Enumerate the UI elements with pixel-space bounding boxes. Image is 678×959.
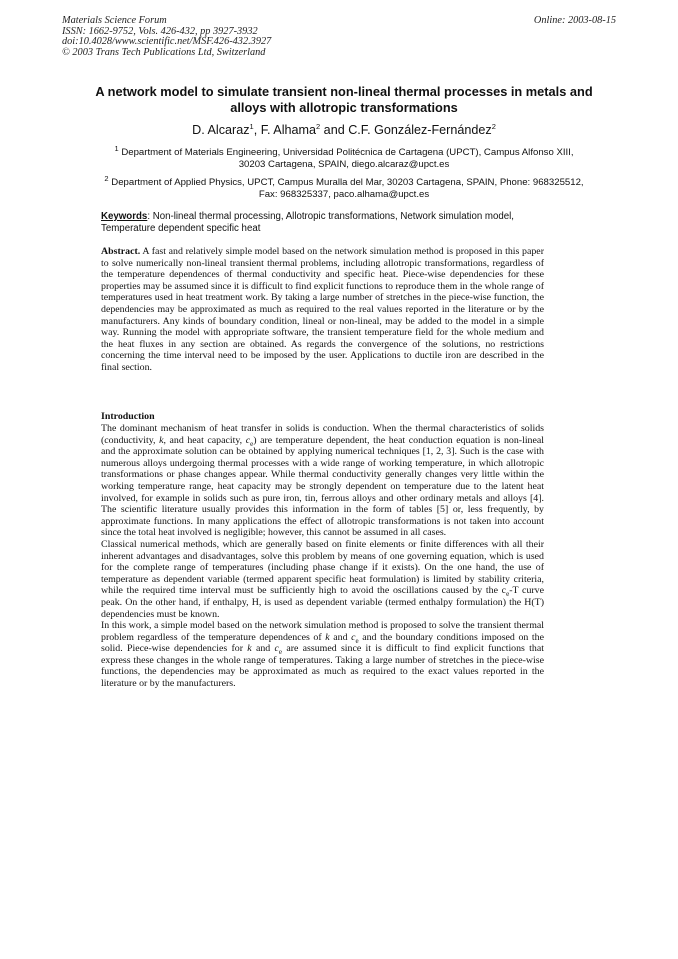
keywords-text: Non-lineal thermal processing, Allotropic transformations, Network simulation model, Temperature dependent specific heat	[101, 211, 514, 234]
doi-line: doi:10.4028/www.scientific.net/MSF.426-432.3927	[62, 36, 272, 48]
introduction-paragraph-3	[101, 620, 544, 690]
abstract	[101, 246, 544, 374]
abstract-text: A fast and relatively simple model based on the network simulation method is proposed in this paper to solve numerically non-lineal transient thermal problems, including allotropic transformations, regardless of the temperature dependences of thermal conductivity and specific heat. Piece-wise dependencies for these properties may be assumed since it is difficult to find explicit functions to reproduce them in the whole range of temperatures used in heat treatment work. By taking a large number of stretches in the piece-wise function, the dependencies may be approximated as much as required to the real values reported in the literature or by the manufacturers. Any kinds of boundary condition, lineal or non-lineal, may be added to the model in a simple way. Running the model with appropriate software, the transient temperature field for the whole medium and the heat fluxes in any section are obtained. As regards the convergence of the solutions, no restrictions concerning the time interval need to be imposed by the user. Applications to ductile iron are described in the final section.	[101, 246, 544, 373]
author-affiliation-mark: 2	[491, 121, 496, 131]
text-run: The dominant mechanism of heat transfer in solids is conduction. When the thermal characteristics of solids (conductivity,	[101, 423, 544, 446]
author-separator: ,	[253, 123, 261, 137]
author-name: D. Alcaraz	[192, 123, 250, 137]
online-date: Online: 2003-08-15	[533, 15, 616, 26]
text-run: , and heat capacity,	[163, 434, 246, 446]
author-name: F. Alhama	[260, 123, 317, 137]
subscript-e: e	[506, 590, 510, 599]
affiliation-mark: 2	[104, 173, 109, 183]
text-run: ) are temperature dependent, the heat conduction equation is non-lineal and the approximate solution can be obtained by applying numerical techniques [1, 2, 3]. Such is the case with numerous alloys undergoing thermal processes with a wide range of working temperature, in which allotropic transformations or phase changes appear. While thermal conductivity generally changes very little within the working temperature range, heat capacity may be strongly dependent on temperature due to the latent heat involved, for example in solids such as pure iron, tin, ferrous alloys and other ordinary metals and alloys [4]. The scientific literature usually provides this information in the form of tables [5] or, less frequently, by approximate functions. In many applications the effect of allotropic transformations is not taken into account since the total heat involved is negligible; however, this cannot be assumed in all cases.	[101, 434, 545, 539]
symbol-k: k	[159, 434, 164, 446]
text-run: and	[251, 643, 275, 655]
issn-line: ISSN: 1662-9752, Vols. 426-432, pp 3927-3932	[62, 25, 258, 37]
keywords-label: Keywords	[101, 211, 148, 222]
text-run: In this work, a simple model based on the network simulation method is proposed to solve the transient thermal problem regardless of the temperature dependences of	[101, 620, 544, 643]
introduction-heading: Introduction	[101, 411, 155, 422]
introduction-paragraph-2	[101, 539, 544, 620]
affiliation-1	[100, 143, 588, 170]
author-affiliation-mark: 2	[316, 121, 321, 131]
introduction-paragraph-1	[101, 423, 544, 539]
introduction-body	[101, 423, 544, 690]
text-run: and	[329, 631, 352, 643]
paper-title: A network model to simulate transient non-lineal thermal processes in metals and alloys with allotropic transformations	[95, 84, 593, 115]
abstract-label: Abstract.	[101, 246, 141, 257]
author-name: C.F. González-Fernández	[348, 123, 492, 137]
symbol-c: c	[245, 434, 251, 446]
affiliation-2	[100, 173, 588, 200]
author-list	[90, 123, 598, 138]
affiliation-mark: 1	[114, 143, 119, 153]
author-separator: and	[320, 123, 349, 137]
journal-header	[62, 16, 271, 58]
text-run: Classical numerical methods, which are generally based on finite elements or finite differences with all their inherent advantages and disadvantages, solve this problem by means of one governing equation, which is used for the complete range of temperatures (including phase change if it exists). On the one hand, the use of temperature as dependent variable (termed apparent specific heat formulation) is limited by stability criteria, while the required time interval must be sufficiently high to avoid the oscillations caused by the c	[101, 538, 544, 597]
symbol-k: k	[325, 631, 330, 643]
affiliation-text: Department of Materials Engineering, Universidad Politécnica de Cartagena (UPCT), Campus Alfonso XIII, 30203 Cartagena, SPAIN, diego.alcaraz@upct.es	[121, 147, 574, 170]
journal-name: Materials Science Forum	[62, 15, 167, 26]
copyright-line: © 2003 Trans Tech Publications Ltd, Switzerland	[62, 46, 266, 58]
text-run: -T curve peak. On the other hand, if enthalpy, H, is used as dependent variable (termed enthalpy formulation) the H(T) dependencies must be known.	[101, 585, 544, 620]
text-run: are assumed since it is difficult to find explicit functions that express these changes in the whole range of temperatures. Taking a large number of stretches in the piece-wise functions, the dependencies may be approximated as much as required to the exact values reported in the literature or by the manufacturers.	[101, 643, 544, 690]
symbol-c: c	[351, 631, 356, 643]
author-affiliation-mark: 1	[249, 121, 254, 131]
text-run: and the boundary conditions imposed on the solid. Piece-wise dependencies for	[101, 631, 544, 655]
subscript-e: e	[250, 439, 254, 448]
subscript-e: e	[355, 636, 359, 645]
symbol-k: k	[247, 643, 252, 655]
subscript-e: e	[278, 648, 283, 657]
symbol-c: c	[274, 643, 279, 655]
affiliation-text: Department of Applied Physics, UPCT, Campus Muralla del Mar, 30203 Cartagena, SPAIN, Phone: 968325512, Fax: 968325337, paco.alhama@upct.es	[111, 177, 584, 200]
keywords: Keywords: Non-lineal thermal processing, Allotropic transformations, Network simulation model, Temperature dependent specific heat	[101, 211, 514, 234]
